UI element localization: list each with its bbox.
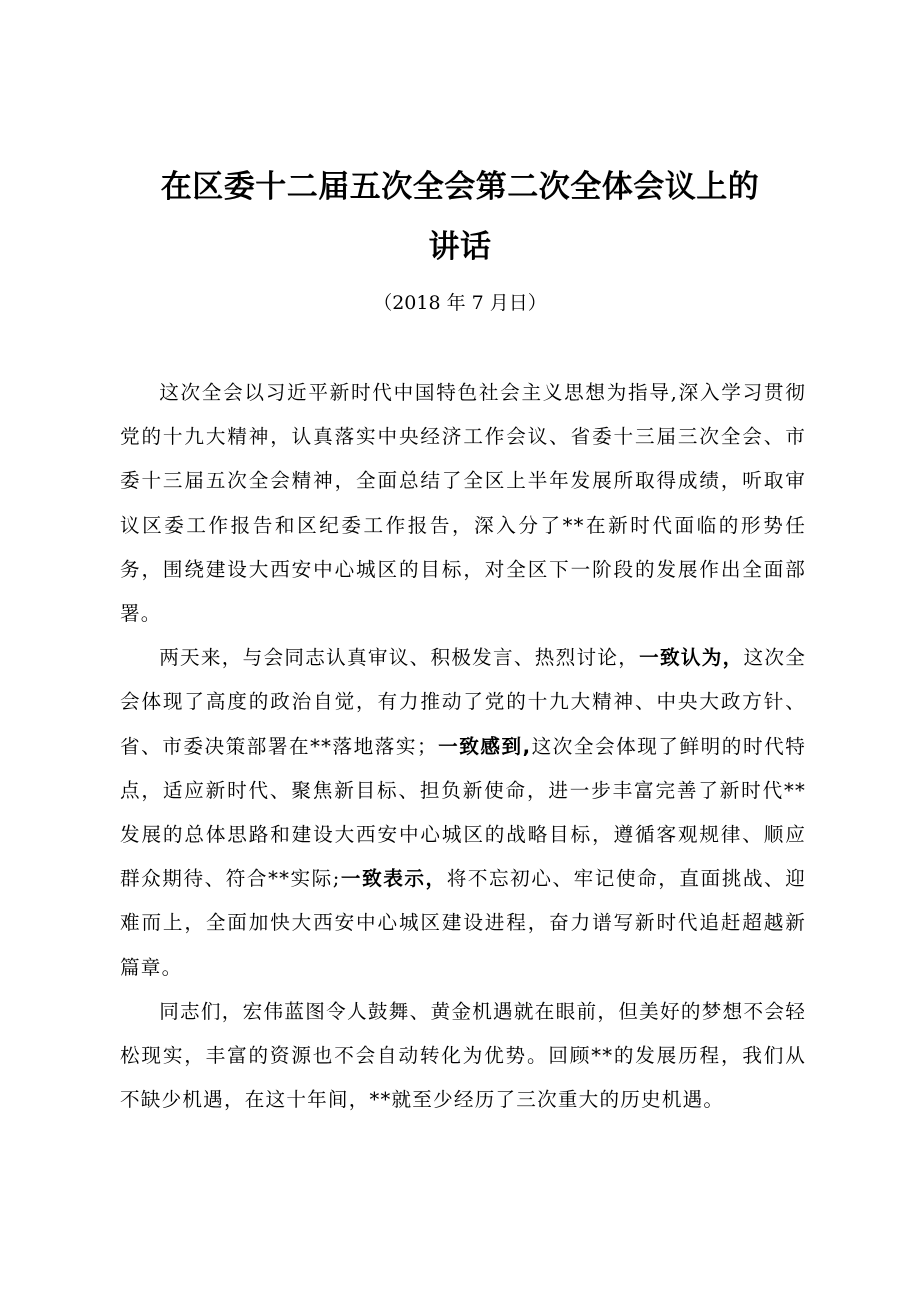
document-title-line1: 在区委十二届五次全会第二次全体会议上的 bbox=[160, 169, 760, 205]
document-date: （2018 年 7 月日） bbox=[373, 292, 547, 314]
paragraph-text: 这次全会以习近平新时代中国特色社会主义思想为指导,深入学习贯彻党的十九大精神，认真落实中央经济工作会议、省委十三届三次全会、市委十三届五次全会精神，全面总结了全区上半年发展所取得成绩，听取审议区委工作报告和区纪委工作报告，深入分了**在新时代面临的形势任务，围绕建设大西安中心城区的目标，对全区下一阶段的发展作出全面部署。 bbox=[120, 381, 806, 626]
paragraph-text: 同志们，宏伟蓝图令人鼓舞、黄金机遇就在眼前，但美好的梦想不会轻松现实，丰富的资源也不会自动转化为优势。回顾**的发展历程，我们从不缺少机遇，在这十年间，**就至少经历了三次重大的历史机遇。 bbox=[120, 999, 806, 1112]
paragraph-1 bbox=[120, 371, 806, 636]
paragraph-text: 将不忘初心、牢记使命，直面挑战、迎难而上，全面加快大西安中心城区建设进程，奋力谱写新时代追赶超越新篇章。 bbox=[120, 867, 806, 979]
document-title-line2: 讲话 bbox=[428, 229, 492, 265]
paragraph-text: 这次全会体现了高度的政治自觉，有力推动了党的十九大精神、中央大政方针、省、市委决策部署在**落地落实； bbox=[120, 646, 806, 758]
paragraph-2 bbox=[120, 636, 806, 990]
emphasis-phrase: 一致感到, bbox=[437, 734, 532, 758]
paragraph-text: 这次全会体现了鲜明的时代特点，适应新时代、聚焦新目标、担负新使命，进一步丰富完善了新时代**发展的总体思路和建设大西安中心城区的战略目标，遵循客观规律、顺应群众期待、符合**实际; bbox=[120, 734, 806, 891]
emphasis-phrase: 一致表示， bbox=[340, 867, 447, 891]
emphasis-phrase: 一致认为， bbox=[639, 646, 744, 670]
paragraph-3 bbox=[120, 990, 806, 1123]
document-body bbox=[120, 371, 806, 1122]
paragraph-text: 两天来，与会同志认真审议、积极发言、热烈讨论， bbox=[159, 646, 640, 670]
